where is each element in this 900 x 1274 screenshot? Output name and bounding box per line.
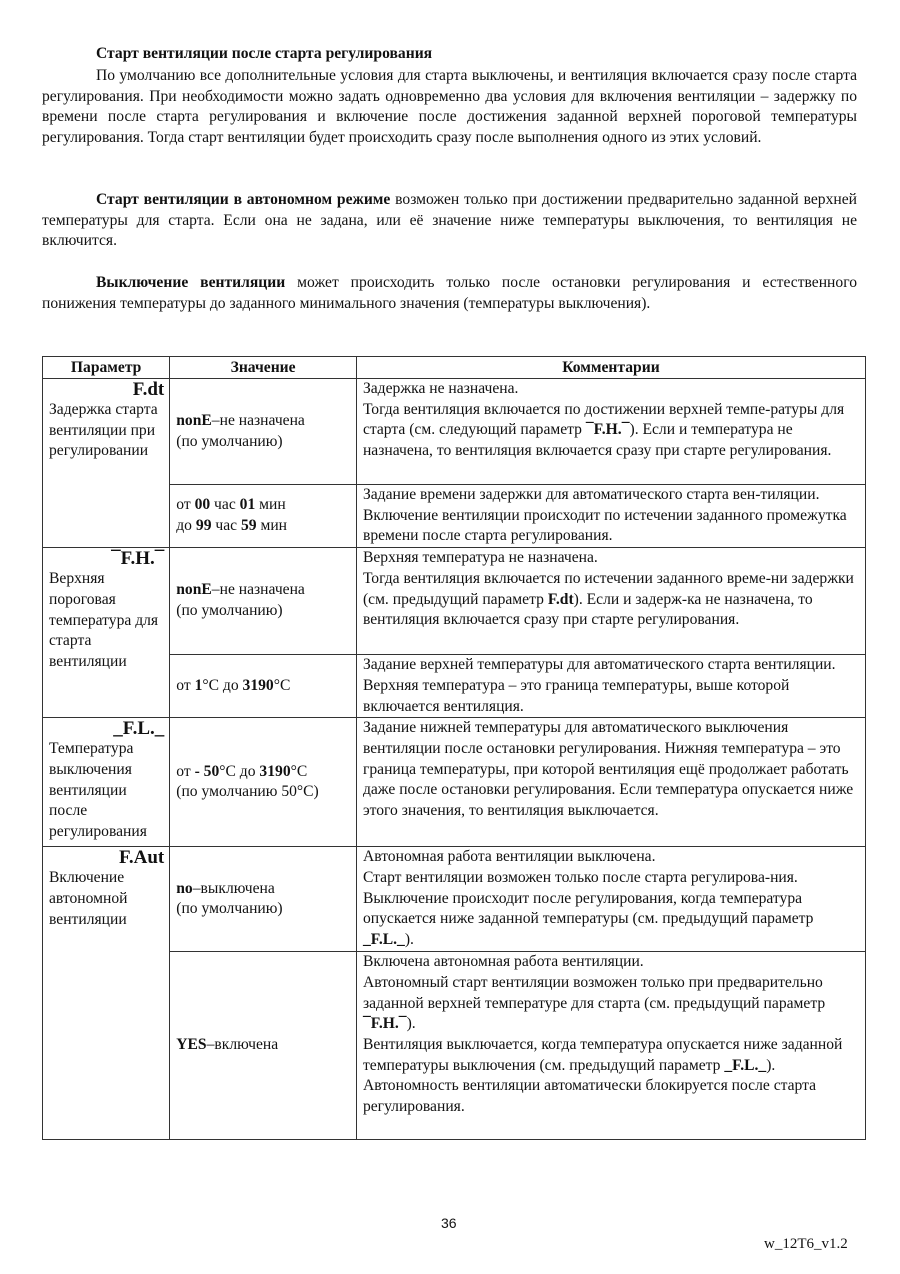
- param-reference: ¯F.H.¯: [585, 421, 630, 439]
- bold-lead: Старт вентиляции в автономном режиме: [96, 191, 391, 208]
- param-reference: F.dt: [547, 590, 574, 608]
- value-text: от: [176, 496, 195, 514]
- table-row: [43, 718, 866, 847]
- value-text: мин: [255, 496, 286, 514]
- value-default-note: (по умолчанию): [176, 432, 283, 450]
- comment-cell: [356, 548, 865, 655]
- comment-text: Старт вентиляции возможен только после старта регулирова-ния. Выключение происходит после регулирования, когда температура опускается ниже заданной температуры (см. предыдущий параметр: [362, 868, 814, 928]
- value-number: 00: [194, 496, 211, 514]
- value-text: –выключена: [192, 879, 275, 897]
- document-version: w_12T6_v1.2: [764, 1236, 848, 1252]
- value-number: 3190: [242, 676, 274, 694]
- table-row: [43, 847, 866, 952]
- value-default-note: (по умолчанию): [176, 900, 283, 918]
- value-unit: °C: [219, 762, 236, 780]
- comment-text: Автономный старт вентиляции возможен только при предварительно заданной верхней температуре для старта (см. предыдущий параметр: [362, 973, 826, 1012]
- value-text: до: [176, 517, 196, 535]
- value-cell: [170, 718, 357, 847]
- value-text: час: [210, 496, 240, 514]
- value-default-note: (по умолчанию 50°C): [176, 783, 319, 801]
- table-header-row: [43, 357, 866, 379]
- value-text: до: [219, 676, 243, 694]
- value-text: от: [176, 762, 195, 780]
- value-text: час: [211, 517, 241, 535]
- param-cell-fh: [43, 548, 170, 718]
- param-cell-fl: [43, 718, 170, 847]
- comment-text: Задержка не назначена.: [362, 380, 519, 397]
- param-code: F.Aut: [119, 847, 165, 869]
- value-number: 3190: [259, 762, 291, 780]
- value-code: YES: [176, 1036, 207, 1054]
- param-description: Температура выключения вентиляции после регулирования: [49, 740, 147, 841]
- param-description: Задержка старта вентиляции при регулировании: [49, 401, 158, 460]
- param-reference: ¯F.H.¯: [362, 1015, 407, 1033]
- parameters-table: [42, 356, 866, 1140]
- comment-text: Верхняя температура не назначена.: [362, 549, 598, 567]
- value-cell: [170, 952, 357, 1140]
- table-row: [43, 548, 866, 655]
- value-number: - 50: [194, 762, 220, 780]
- param-description: Верхняя пороговая температура для старта вентиляции: [49, 570, 159, 670]
- comment-text: Тогда вентиляция включается по достижении верхней темпе-ратуры для старта (см. следующий параметр: [362, 400, 845, 439]
- comment-text: ). Если и задерж-ка не назначена, то вентиляция включается сразу при старте регулирования.: [362, 590, 813, 629]
- header-parameter: Параметр: [43, 357, 170, 379]
- comment-cell: Задание времени задержки для автоматического старта вен-тиляции. Включение вентиляции происходит по истечении заданного промежутка времени после старта регулирования.: [356, 485, 865, 548]
- value-text: до: [235, 762, 260, 780]
- value-default-note: (по умолчанию): [176, 602, 283, 620]
- paragraph-text: возможен только при достижении предварительно заданной верхней температуры для старта. Если она не задана, или её значение ниже температуры выключения, то вентиляция не включится.: [42, 191, 857, 250]
- value-code: nonE: [176, 581, 212, 599]
- value-unit: °C: [202, 676, 219, 694]
- value-text: –не назначена: [211, 581, 305, 599]
- value-number: 99: [195, 517, 212, 535]
- comment-text: Вентиляция выключается, когда температура опускается ниже заданной температуры выключения (см. предыдущий параметр: [362, 1036, 843, 1074]
- param-code: F.dt: [132, 379, 165, 400]
- param-cell-faut: [43, 847, 170, 1140]
- paragraph-text: может происходить только после остановки регулирования и естественного понижения температуры до заданного минимального значения (температуры выключения).: [42, 274, 857, 312]
- value-cell: [170, 548, 357, 655]
- table-row: [43, 379, 866, 485]
- value-number: 01: [239, 496, 256, 514]
- page-number: 36: [441, 1215, 457, 1231]
- param-cell-fdt: [43, 379, 170, 548]
- value-unit: °C: [273, 676, 291, 694]
- value-text: –включена: [206, 1036, 279, 1054]
- param-description: Включение автономной вентиляции: [49, 869, 128, 928]
- value-unit: °C: [290, 762, 308, 780]
- value-cell: [170, 485, 357, 548]
- value-text: мин: [256, 517, 288, 535]
- comment-text: Включена автономная работа вентиляции.: [362, 953, 644, 971]
- param-code: _F.L._: [113, 718, 165, 740]
- comment-text: ). Если и температура не назначена, то вентиляция включается сразу при старте регулирования.: [362, 421, 832, 460]
- comment-text: ).: [404, 931, 414, 949]
- header-comments: Комментарии: [356, 357, 865, 379]
- value-code: nonE: [176, 411, 212, 429]
- param-code: ¯F.H.¯: [111, 548, 165, 570]
- value-cell: [170, 847, 357, 952]
- comment-cell: Задание верхней температуры для автоматического старта вентиляции. Верхняя температура – это граница температуры, выше которой включается вентиляция.: [356, 655, 865, 718]
- paragraph-autonomous-start: [42, 190, 857, 252]
- comment-text: Автономность вентиляции автоматически блокируется после старта регулирования.: [362, 1077, 817, 1116]
- comment-text: Автономная работа вентиляции выключена.: [362, 848, 656, 866]
- comment-cell: [356, 952, 865, 1140]
- comment-text: Тогда вентиляция включается по истечении заданного време-ни задержки (см. предыдущий параметр: [362, 569, 854, 608]
- value-text: –не назначена: [211, 411, 305, 429]
- paragraph-ventilation-off: [42, 273, 857, 314]
- param-reference: _F.L._: [724, 1056, 767, 1074]
- value-code: no: [176, 879, 193, 897]
- value-number: 1: [194, 676, 203, 694]
- value-text: от: [176, 676, 195, 694]
- value-cell: [170, 655, 357, 718]
- section-heading-ventilation-start: Старт вентиляции после старта регулирования: [96, 45, 433, 62]
- header-value: Значение: [170, 357, 357, 379]
- paragraph-default-conditions: По умолчанию все дополнительные условия для старта выключены, и вентиляция включается сразу после старта регулирования. При необходимости можно задать одновременно два условия для включения вентиляции – задержку по времени после старта регулирования и включение после достижения заданной верхней пороговой температуры регулирования. Тогда старт вентиляции будет происходить сразу после выполнения одного из этих условий.: [42, 67, 857, 146]
- bold-lead: Выключение вентиляции: [96, 274, 286, 291]
- comment-cell: [356, 847, 865, 952]
- value-cell: [170, 379, 357, 485]
- comment-text: ).: [766, 1056, 776, 1074]
- value-number: 59: [240, 517, 257, 535]
- param-reference: _F.L._: [362, 931, 405, 949]
- comment-text: ).: [406, 1015, 416, 1033]
- comment-cell: Задание нижней температуры для автоматического выключения вентиляции после остановки регулирования. Нижняя температура – это граница температуры, при которой вентиляция ещё продолжает работать даже после остановки регулирования. Если температура опускается ниже этого значения, то вентиляция выключается.: [356, 718, 865, 847]
- comment-cell: [356, 379, 865, 485]
